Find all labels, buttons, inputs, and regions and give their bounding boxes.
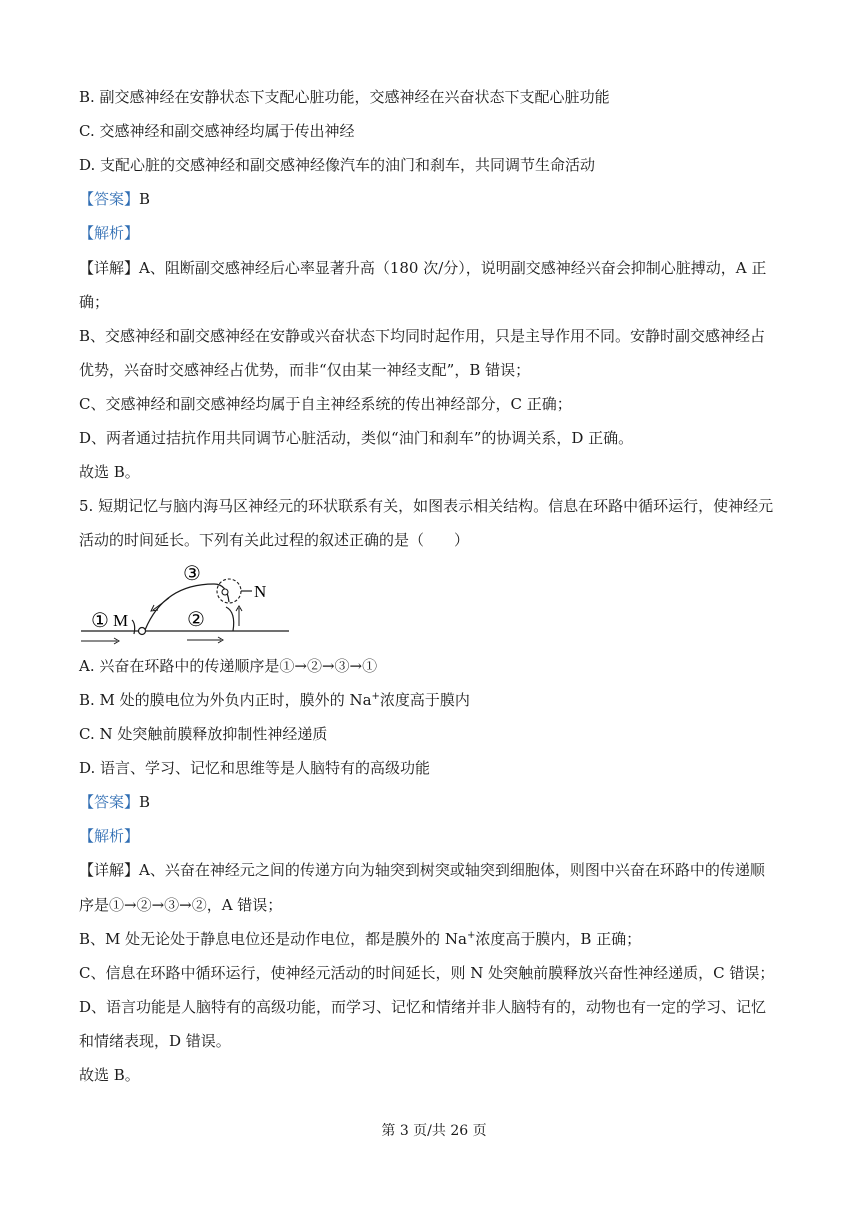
q5-option-a: A. 兴奋在环路中的传递顺序是①→②→③→① bbox=[79, 657, 378, 675]
q5-detail-line-5: D、语言功能是人脑特有的高级功能，而学习、记忆和情绪并非人脑特有的，动物也有一定的学习、记忆 bbox=[79, 998, 767, 1016]
q4-detail-line-6: D、两者通过拮抗作用共同调节心脏活动，类似“油门和刹车”的协调关系，D 正确。 bbox=[79, 429, 634, 447]
q4-conclusion: 故选 B。 bbox=[79, 463, 140, 481]
q4-detail-line-2: 确； bbox=[79, 293, 110, 311]
answer-value: B bbox=[139, 190, 151, 208]
option-b-text-end: 浓度高于膜内 bbox=[379, 691, 470, 709]
answer-value: B bbox=[139, 793, 151, 811]
synapse-m-knob bbox=[139, 628, 146, 635]
q5-answer bbox=[79, 792, 150, 812]
q4-option-d: D. 支配心脏的交感神经和副交感神经像汽车的油门和刹车，共同调节生命活动 bbox=[79, 156, 596, 174]
q5-detail-line-2: 序是①→②→③→②，A 错误； bbox=[79, 896, 283, 914]
q4-answer bbox=[79, 189, 150, 209]
synapse-n-knob bbox=[222, 589, 228, 595]
q5-stem-line-1: 5. 短期记忆与脑内海马区神经元的环状联系有关，如图表示相关结构。信息在环路中循环运行，使神经元 bbox=[79, 497, 774, 515]
neuron-loop-figure bbox=[79, 560, 294, 648]
detail-label: 【详解】 bbox=[79, 259, 140, 277]
arrow-arc bbox=[153, 598, 169, 610]
synapse-m-cleft bbox=[132, 620, 135, 634]
figure-label-1: ① bbox=[91, 608, 109, 632]
q4-option-b: B. 副交感神经在安静状态下支配心脏功能，交感神经在兴奋状态下支配心脏功能 bbox=[79, 88, 610, 106]
q4-option-c: C. 交感神经和副交感神经均属于传出神经 bbox=[79, 122, 355, 140]
detail-line-3-text: B、M 处无论处于静息电位还是动作电位，都是膜外的 Na bbox=[79, 930, 467, 948]
detail-text: A、兴奋在神经元之间的传递方向为轴突到树突或轴突到细胞体，则图中兴奋在环路中的传递顺 bbox=[139, 861, 765, 879]
q5-option-b bbox=[79, 690, 470, 710]
detail-line-3-superscript: + bbox=[467, 930, 476, 941]
figure-label-2: ② bbox=[187, 607, 205, 631]
q5-detail-line-6: 和情绪表现，D 错误。 bbox=[79, 1032, 231, 1050]
figure-label-3: ③ bbox=[183, 561, 201, 585]
q5-option-d: D. 语言、学习、记忆和思维等是人脑特有的高级功能 bbox=[79, 759, 431, 777]
q5-analysis-label: 【解析】 bbox=[79, 827, 140, 845]
arrow-arc-head bbox=[151, 605, 158, 611]
q5-stem-line-2: 活动的时间延长。下列有关此过程的叙述正确的是（ ） bbox=[79, 531, 470, 549]
q4-detail-line-3: B、交感神经和副交感神经在安静或兴奋状态下均同时起作用，只是主导作用不同。安静时副交感神经占 bbox=[79, 327, 766, 345]
q5-detail-line-4: C、信息在环路中循环运行，使神经元活动的时间延长，则 N 处突触前膜释放兴奋性神经递质，C 错误； bbox=[79, 964, 775, 982]
option-b-superscript: + bbox=[371, 691, 380, 702]
answer-label: 【答案】 bbox=[79, 793, 140, 811]
option-b-text: B. M 处的膜电位为外负内正时，膜外的 Na bbox=[79, 691, 372, 709]
q5-detail-line-3 bbox=[79, 929, 641, 949]
figure-label-n: N bbox=[254, 582, 267, 601]
q4-analysis-label: 【解析】 bbox=[79, 224, 140, 242]
q5-conclusion: 故选 B。 bbox=[79, 1066, 140, 1084]
page-footer: 第 3 页/共 26 页 bbox=[381, 1123, 487, 1139]
detail-text: A、阻断副交感神经后心率显著升高（180 次/分），说明副交感神经兴奋会抑制心脏搏动，A 正 bbox=[139, 259, 767, 277]
figure-label-m: M bbox=[113, 611, 129, 630]
q4-detail-line-1 bbox=[79, 258, 766, 278]
detail-line-3-text-end: 浓度高于膜内，B 正确； bbox=[475, 930, 642, 948]
q5-option-c: C. N 处突触前膜释放抑制性神经递质 bbox=[79, 725, 328, 743]
loop-descending-branch bbox=[226, 607, 234, 631]
detail-label: 【详解】 bbox=[79, 861, 140, 879]
answer-label: 【答案】 bbox=[79, 190, 140, 208]
q4-detail-line-4: 优势，兴奋时交感神经占优势，而非“仅由某一神经支配”，B 错误； bbox=[79, 361, 531, 379]
q4-detail-line-5: C、交感神经和副交感神经均属于自主神经系统的传出神经部分，C 正确； bbox=[79, 395, 572, 413]
q5-detail-line-1 bbox=[79, 860, 765, 880]
